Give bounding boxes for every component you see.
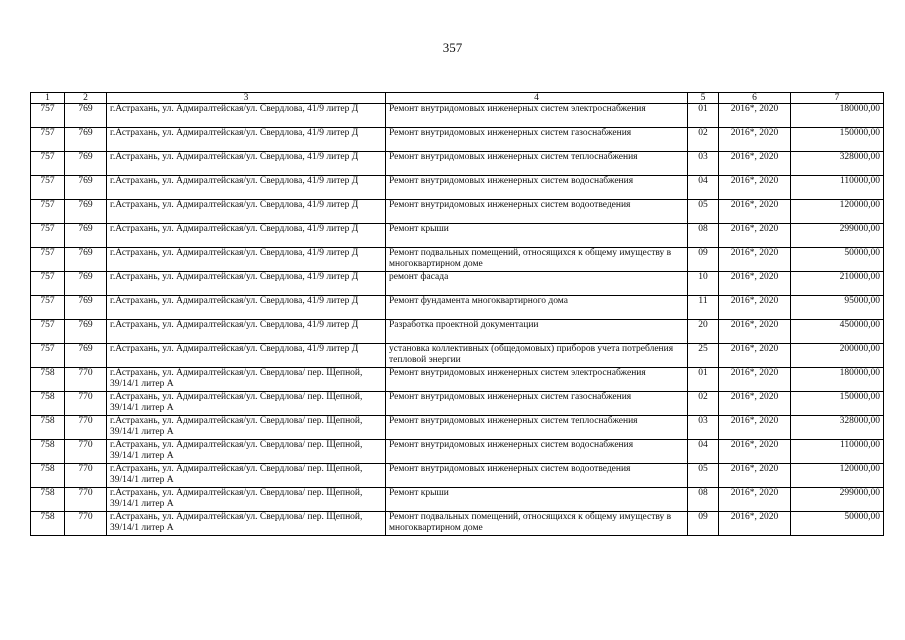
table-row <box>31 104 884 128</box>
cell-years: 2016*, 2020 <box>719 104 791 128</box>
table-body <box>31 104 884 536</box>
cell-row-number: 757 <box>31 248 65 272</box>
cell-house-id: 769 <box>65 272 107 296</box>
cell-cost: 110000,00 <box>791 440 884 464</box>
cell-address: г.Астрахань, ул. Адмиралтейская/ул. Свердлова, 41/9 литер Д <box>107 320 386 344</box>
cell-house-id: 769 <box>65 344 107 368</box>
cell-cost: 110000,00 <box>791 176 884 200</box>
cell-years: 2016*, 2020 <box>719 512 791 536</box>
table-row <box>31 440 884 464</box>
cell-address: г.Астрахань, ул. Адмиралтейская/ул. Свердлова, 41/9 литер Д <box>107 248 386 272</box>
works-table <box>30 92 884 536</box>
cell-work-code: 02 <box>688 392 719 416</box>
cell-row-number: 757 <box>31 296 65 320</box>
cell-address: г.Астрахань, ул. Адмиралтейская/ул. Свердлова/ пер. Щепной, 39/14/1 литер А <box>107 512 386 536</box>
cell-row-number: 758 <box>31 440 65 464</box>
table-row <box>31 176 884 200</box>
cell-cost: 50000,00 <box>791 248 884 272</box>
column-header: 3 <box>107 93 386 104</box>
cell-cost: 95000,00 <box>791 296 884 320</box>
cell-years: 2016*, 2020 <box>719 320 791 344</box>
cell-work-code: 05 <box>688 200 719 224</box>
column-header: 1 <box>31 93 65 104</box>
cell-house-id: 769 <box>65 104 107 128</box>
cell-work-code: 02 <box>688 128 719 152</box>
table-row <box>31 512 884 536</box>
cell-cost: 150000,00 <box>791 392 884 416</box>
cell-cost: 120000,00 <box>791 200 884 224</box>
cell-years: 2016*, 2020 <box>719 392 791 416</box>
column-header: 7 <box>791 93 884 104</box>
cell-work-code: 05 <box>688 464 719 488</box>
cell-years: 2016*, 2020 <box>719 224 791 248</box>
cell-cost: 328000,00 <box>791 152 884 176</box>
cell-work-type: Ремонт внутридомовых инженерных систем водоснабжения <box>386 176 688 200</box>
cell-address: г.Астрахань, ул. Адмиралтейская/ул. Свердлова/ пер. Щепной, 39/14/1 литер А <box>107 416 386 440</box>
cell-address: г.Астрахань, ул. Адмиралтейская/ул. Свердлова, 41/9 литер Д <box>107 128 386 152</box>
cell-work-code: 01 <box>688 104 719 128</box>
cell-years: 2016*, 2020 <box>719 272 791 296</box>
table-row <box>31 224 884 248</box>
cell-work-code: 09 <box>688 512 719 536</box>
cell-work-code: 04 <box>688 440 719 464</box>
table-row <box>31 368 884 392</box>
cell-work-code: 08 <box>688 224 719 248</box>
cell-row-number: 757 <box>31 344 65 368</box>
cell-cost: 450000,00 <box>791 320 884 344</box>
cell-address: г.Астрахань, ул. Адмиралтейская/ул. Свердлова, 41/9 литер Д <box>107 152 386 176</box>
cell-address: г.Астрахань, ул. Адмиралтейская/ул. Свердлова/ пер. Щепной, 39/14/1 литер А <box>107 464 386 488</box>
cell-years: 2016*, 2020 <box>719 464 791 488</box>
cell-years: 2016*, 2020 <box>719 176 791 200</box>
cell-work-code: 08 <box>688 488 719 512</box>
cell-address: г.Астрахань, ул. Адмиралтейская/ул. Свердлова, 41/9 литер Д <box>107 200 386 224</box>
cell-row-number: 758 <box>31 488 65 512</box>
cell-cost: 180000,00 <box>791 104 884 128</box>
cell-years: 2016*, 2020 <box>719 344 791 368</box>
cell-cost: 299000,00 <box>791 488 884 512</box>
cell-row-number: 757 <box>31 128 65 152</box>
cell-house-id: 769 <box>65 248 107 272</box>
column-header: 5 <box>688 93 719 104</box>
cell-cost: 328000,00 <box>791 416 884 440</box>
cell-address: г.Астрахань, ул. Адмиралтейская/ул. Свердлова/ пер. Щепной, 39/14/1 литер А <box>107 368 386 392</box>
cell-row-number: 757 <box>31 200 65 224</box>
cell-work-type: Ремонт крыши <box>386 224 688 248</box>
table-row <box>31 416 884 440</box>
table-row <box>31 128 884 152</box>
cell-work-code: 10 <box>688 272 719 296</box>
cell-work-type: Ремонт крыши <box>386 488 688 512</box>
table-row <box>31 392 884 416</box>
cell-house-id: 770 <box>65 512 107 536</box>
header-row <box>31 93 884 104</box>
cell-row-number: 757 <box>31 176 65 200</box>
cell-years: 2016*, 2020 <box>719 368 791 392</box>
table-row <box>31 200 884 224</box>
cell-work-type: установка коллективных (общедомовых) приборов учета потребления тепловой энергии <box>386 344 688 368</box>
table-row <box>31 272 884 296</box>
cell-house-id: 769 <box>65 128 107 152</box>
cell-work-type: Разработка проектной документации <box>386 320 688 344</box>
cell-house-id: 770 <box>65 368 107 392</box>
cell-work-code: 04 <box>688 176 719 200</box>
cell-cost: 50000,00 <box>791 512 884 536</box>
table-row <box>31 296 884 320</box>
cell-work-type: Ремонт фундамента многоквартирного дома <box>386 296 688 320</box>
cell-work-code: 03 <box>688 416 719 440</box>
cell-row-number: 758 <box>31 512 65 536</box>
cell-years: 2016*, 2020 <box>719 248 791 272</box>
cell-years: 2016*, 2020 <box>719 296 791 320</box>
cell-work-type: Ремонт внутридомовых инженерных систем газоснабжения <box>386 392 688 416</box>
cell-house-id: 769 <box>65 296 107 320</box>
cell-house-id: 770 <box>65 392 107 416</box>
table-row <box>31 464 884 488</box>
cell-work-type: Ремонт подвальных помещений, относящихся к общему имуществу в многоквартирном доме <box>386 512 688 536</box>
cell-work-code: 25 <box>688 344 719 368</box>
cell-work-type: Ремонт внутридомовых инженерных систем водоснабжения <box>386 440 688 464</box>
table-row <box>31 488 884 512</box>
cell-address: г.Астрахань, ул. Адмиралтейская/ул. Свердлова/ пер. Щепной, 39/14/1 литер А <box>107 392 386 416</box>
cell-work-type: Ремонт внутридомовых инженерных систем газоснабжения <box>386 128 688 152</box>
cell-row-number: 757 <box>31 104 65 128</box>
cell-work-type: Ремонт внутридомовых инженерных систем теплоснабжения <box>386 416 688 440</box>
cell-work-type: Ремонт внутридомовых инженерных систем электроснабжения <box>386 368 688 392</box>
cell-work-type: Ремонт внутридомовых инженерных систем электроснабжения <box>386 104 688 128</box>
table-row <box>31 248 884 272</box>
cell-house-id: 769 <box>65 176 107 200</box>
cell-address: г.Астрахань, ул. Адмиралтейская/ул. Свердлова/ пер. Щепной, 39/14/1 литер А <box>107 488 386 512</box>
cell-house-id: 770 <box>65 440 107 464</box>
cell-cost: 120000,00 <box>791 464 884 488</box>
table-row <box>31 152 884 176</box>
cell-work-type: Ремонт внутридомовых инженерных систем теплоснабжения <box>386 152 688 176</box>
cell-row-number: 758 <box>31 416 65 440</box>
cell-row-number: 758 <box>31 464 65 488</box>
cell-house-id: 769 <box>65 320 107 344</box>
cell-address: г.Астрахань, ул. Адмиралтейская/ул. Свердлова, 41/9 литер Д <box>107 176 386 200</box>
cell-years: 2016*, 2020 <box>719 488 791 512</box>
cell-house-id: 770 <box>65 416 107 440</box>
cell-address: г.Астрахань, ул. Адмиралтейская/ул. Свердлова, 41/9 литер Д <box>107 272 386 296</box>
cell-house-id: 770 <box>65 464 107 488</box>
cell-cost: 299000,00 <box>791 224 884 248</box>
cell-row-number: 757 <box>31 272 65 296</box>
cell-work-code: 09 <box>688 248 719 272</box>
cell-cost: 150000,00 <box>791 128 884 152</box>
cell-address: г.Астрахань, ул. Адмиралтейская/ул. Свердлова/ пер. Щепной, 39/14/1 литер А <box>107 440 386 464</box>
cell-house-id: 769 <box>65 224 107 248</box>
cell-row-number: 758 <box>31 368 65 392</box>
cell-house-id: 769 <box>65 152 107 176</box>
cell-years: 2016*, 2020 <box>719 416 791 440</box>
cell-years: 2016*, 2020 <box>719 440 791 464</box>
cell-work-code: 20 <box>688 320 719 344</box>
cell-row-number: 757 <box>31 320 65 344</box>
cell-address: г.Астрахань, ул. Адмиралтейская/ул. Свердлова, 41/9 литер Д <box>107 344 386 368</box>
cell-cost: 180000,00 <box>791 368 884 392</box>
cell-cost: 210000,00 <box>791 272 884 296</box>
cell-row-number: 757 <box>31 152 65 176</box>
cell-work-code: 11 <box>688 296 719 320</box>
page-number: 357 <box>442 40 463 55</box>
cell-years: 2016*, 2020 <box>719 152 791 176</box>
table-row <box>31 344 884 368</box>
cell-work-code: 01 <box>688 368 719 392</box>
cell-address: г.Астрахань, ул. Адмиралтейская/ул. Свердлова, 41/9 литер Д <box>107 104 386 128</box>
cell-row-number: 758 <box>31 392 65 416</box>
column-header: 2 <box>65 93 107 104</box>
cell-cost: 200000,00 <box>791 344 884 368</box>
cell-years: 2016*, 2020 <box>719 128 791 152</box>
column-header: 4 <box>386 93 688 104</box>
column-header: 6 <box>719 93 791 104</box>
cell-work-type: Ремонт внутридомовых инженерных систем водоотведения <box>386 464 688 488</box>
cell-years: 2016*, 2020 <box>719 200 791 224</box>
table-row <box>31 320 884 344</box>
cell-address: г.Астрахань, ул. Адмиралтейская/ул. Свердлова, 41/9 литер Д <box>107 296 386 320</box>
cell-work-type: ремонт фасада <box>386 272 688 296</box>
cell-house-id: 770 <box>65 488 107 512</box>
cell-work-type: Ремонт подвальных помещений, относящихся к общему имуществу в многоквартирном доме <box>386 248 688 272</box>
cell-row-number: 757 <box>31 224 65 248</box>
cell-house-id: 769 <box>65 200 107 224</box>
cell-work-code: 03 <box>688 152 719 176</box>
cell-address: г.Астрахань, ул. Адмиралтейская/ул. Свердлова, 41/9 литер Д <box>107 224 386 248</box>
cell-work-type: Ремонт внутридомовых инженерных систем водоотведения <box>386 200 688 224</box>
